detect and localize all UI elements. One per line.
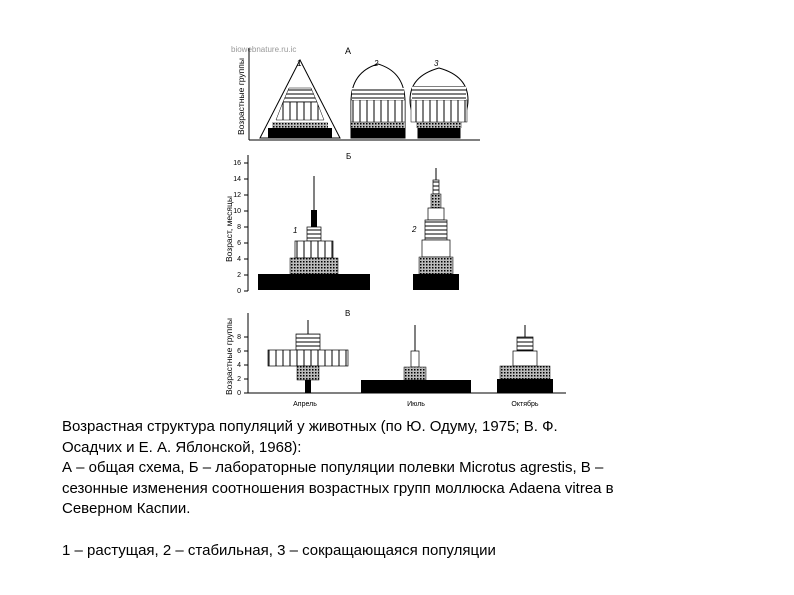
- panel-b-y-axis-label: Возраст, месяцы: [224, 196, 234, 262]
- pyramid-a1-number: 1: [297, 59, 302, 68]
- panel-v: [224, 309, 566, 408]
- pyramid-a3: [410, 59, 468, 138]
- caption-line: Возрастная структура популяций у животных (по Ю. Одуму, 1975; В. Ф.: [62, 418, 558, 435]
- pyramid-b1-number: 1: [293, 226, 298, 235]
- caption-line: Осадчих и Е. А. Яблонской, 1968):: [62, 438, 302, 456]
- pyramid-a1: [260, 59, 340, 138]
- panel-b-y-ticks: [233, 160, 241, 295]
- caption-line: Северном Каспии.: [62, 500, 191, 517]
- panel-b-letter: Б: [346, 152, 352, 161]
- y-tick: 6: [237, 348, 241, 355]
- caption-line: сезонные изменения соотношения возрастных групп моллюска Adaena vitrea в: [62, 479, 614, 497]
- y-tick: 2: [237, 272, 241, 279]
- panel-v-y-axis-label: Возрастные группы: [224, 318, 234, 395]
- panel-a-letter: А: [345, 46, 352, 56]
- y-tick: 8: [237, 224, 241, 231]
- y-tick: 14: [233, 176, 241, 183]
- y-tick: 4: [237, 362, 241, 369]
- y-tick: 10: [233, 208, 241, 215]
- y-tick: 4: [237, 256, 241, 263]
- pyramid-v-april: [268, 320, 348, 393]
- month-label-april: Апрель: [293, 401, 317, 408]
- pyramid-b2: [411, 168, 459, 290]
- y-tick: 12: [233, 192, 241, 199]
- pyramid-v-july: [361, 325, 471, 393]
- pyramid-b1: [258, 176, 370, 290]
- panel-v-letter: В: [345, 309, 351, 318]
- pyramid-a3-number: 3: [434, 59, 439, 68]
- panel-v-y-ticks: [237, 334, 241, 397]
- watermark: biowebnature.ru.ic: [231, 45, 297, 54]
- y-tick: 0: [237, 390, 241, 397]
- figure-caption: [62, 417, 762, 561]
- panel-a: [231, 45, 480, 140]
- pyramid-a2: [351, 59, 405, 138]
- panel-v-month-labels: [293, 400, 539, 408]
- month-label-october: Октябрь: [511, 401, 539, 408]
- pyramid-b2-number: 2: [412, 225, 417, 234]
- y-tick: 2: [237, 376, 241, 383]
- month-label-july: Июль: [407, 401, 425, 408]
- y-tick: 16: [233, 160, 241, 167]
- y-tick: 8: [237, 334, 241, 341]
- caption-line: А – общая схема, Б – лабораторные популяции полевки Microtus agrestis, В –: [62, 459, 604, 476]
- pyramid-a2-number: 2: [374, 59, 379, 68]
- panel-b: [224, 152, 459, 295]
- panel-a-y-axis-label: Возрастные группы: [236, 58, 246, 135]
- pyramid-v-october: [497, 325, 553, 393]
- y-tick: 0: [237, 288, 241, 295]
- y-tick: 6: [237, 240, 241, 247]
- caption-legend: 1 – растущая, 2 – стабильная, 3 – сокращающаяся популяции: [62, 541, 496, 559]
